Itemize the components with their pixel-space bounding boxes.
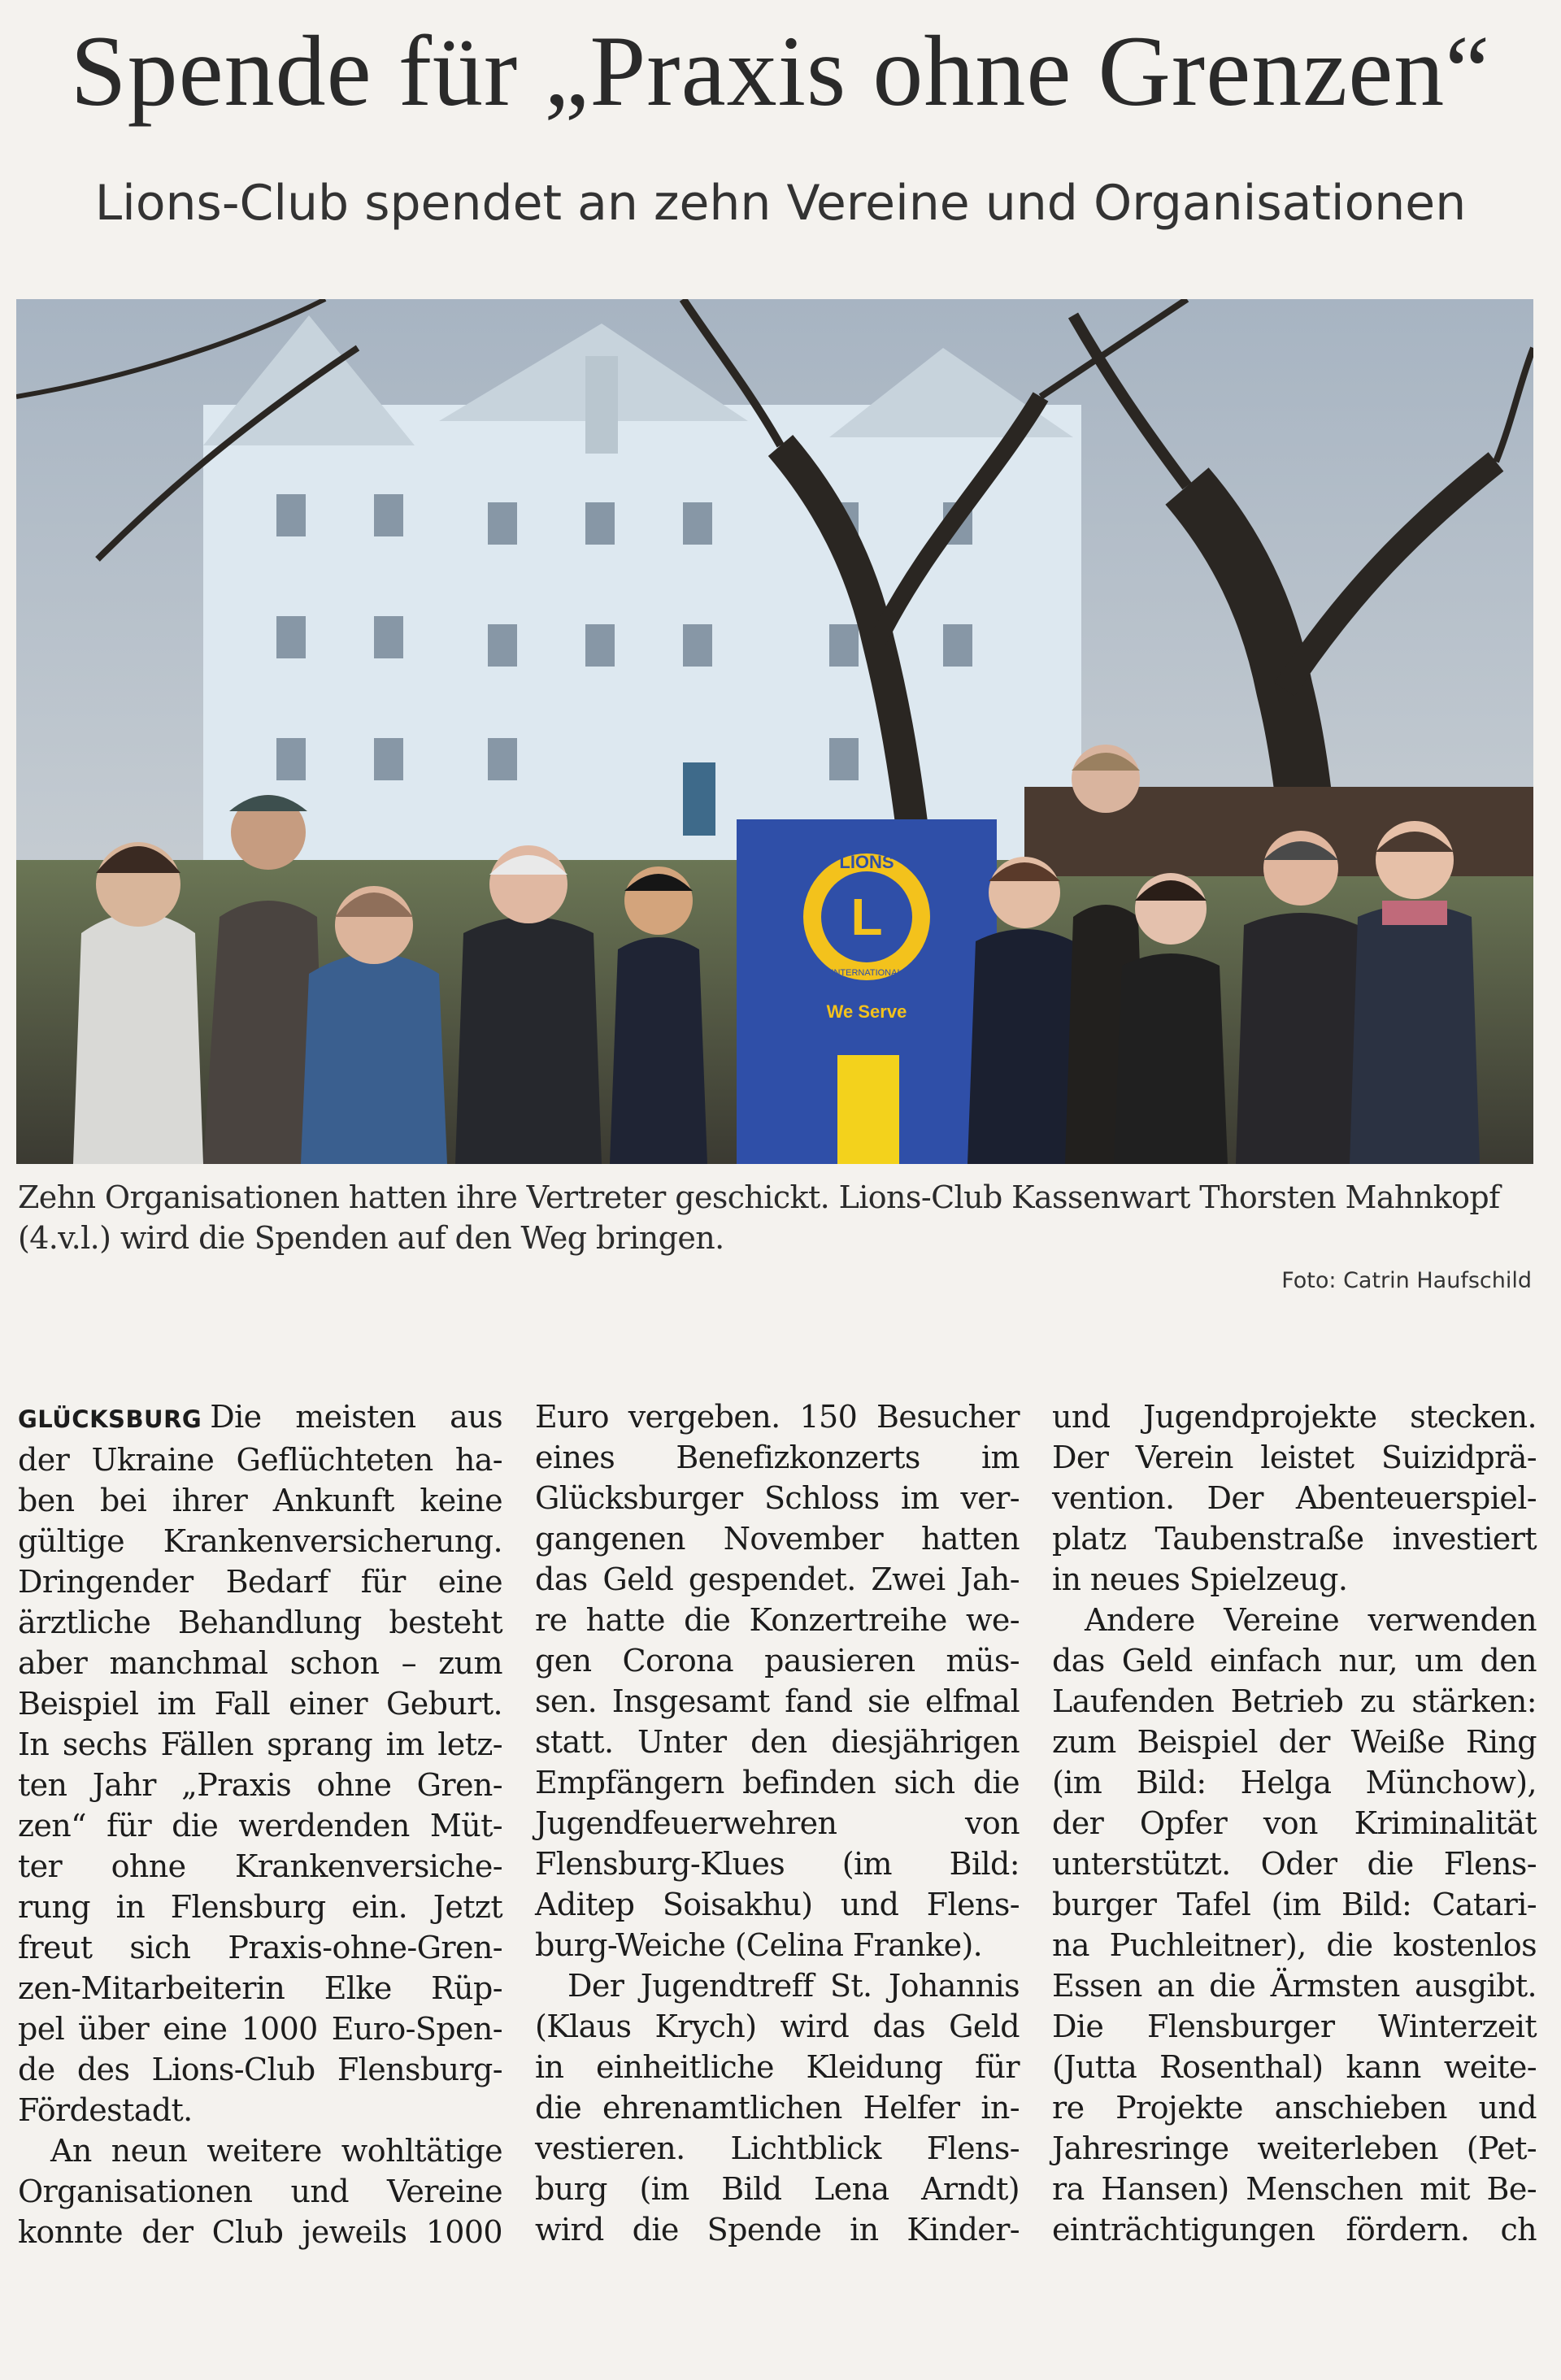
article-line: Der Verein leistet Suizidprä-: [1052, 1440, 1537, 1475]
article-line: Fördestadt.: [18, 2092, 193, 2128]
article-line: Empfängern befinden sich die: [535, 1765, 1020, 1800]
article-line: gültige Krankenversicherung.: [18, 1523, 502, 1559]
article-line: An neun weitere wohltätige: [50, 2133, 502, 2169]
subheadline: Lions-Club spendet an zehn Vereine und Organisationen: [94, 175, 1467, 232]
article-line: Andere Vereine verwenden: [1085, 1602, 1537, 1638]
article-line: das Geld gespendet. Zwei Jah-: [535, 1561, 1020, 1597]
article-line: (Klaus Krych) wird das Geld: [535, 2009, 1020, 2044]
article-line: in einheitliche Kleidung für: [535, 2049, 1020, 2085]
article-line: konnte der Club jeweils 1000: [18, 2214, 502, 2250]
castle: [203, 315, 1081, 860]
article-column-3: [1052, 1396, 1537, 2252]
article-line: der Opfer von Kriminalität: [1052, 1805, 1537, 1841]
article-line: Essen an die Ärmsten ausgibt.: [1052, 1968, 1537, 2004]
article-line: aber manchmal schon – zum: [18, 1645, 502, 1681]
article-line-text: Die meisten aus: [210, 1399, 502, 1435]
article-line: einträchtigungen fördern. ch: [1052, 2212, 1537, 2248]
photo-scene: [16, 299, 1533, 1164]
caption-line: (4.v.l.) wird die Spenden auf den Weg bringen.: [18, 1220, 724, 1256]
article-line: das Geld einfach nur, um den: [1052, 1643, 1537, 1679]
banner-letter: L: [850, 888, 883, 946]
article-line: Laufenden Betrieb zu stärken:: [1052, 1683, 1537, 1719]
article-line: vestieren. Lichtblick Flens-: [535, 2130, 1020, 2166]
article-line: ben bei ihrer Ankunft keine: [18, 1483, 502, 1518]
article-line: in neues Spielzeug.: [1052, 1561, 1348, 1597]
article-line: sen. Insgesamt fand sie elfmal: [535, 1683, 1020, 1719]
article-line: Der Jugendtreff St. Johannis: [567, 1968, 1020, 2004]
article-line: Euro vergeben. 150 Besucher: [535, 1399, 1020, 1435]
article-line: vention. Der Abenteuerspiel-: [1052, 1480, 1537, 1516]
lions-banner: [737, 819, 997, 1164]
article-line: platz Taubenstraße investiert: [1052, 1521, 1537, 1557]
article-line: pel über eine 1000 Euro-Spen-: [18, 2011, 502, 2047]
article-line: Glücksburger Schloss im ver-: [535, 1480, 1020, 1516]
article-line: de des Lions-Club Flensburg-: [18, 2052, 502, 2087]
article-line: re hatte die Konzertreihe we-: [535, 1602, 1020, 1638]
article-line: Die Flensburger Winterzeit: [1052, 2009, 1537, 2044]
article-body: [18, 1396, 1538, 2252]
article-line: burg (im Bild Lena Arndt): [535, 2171, 1020, 2207]
article-line: Flensburg-Klues (im Bild:: [535, 1846, 1020, 1882]
article-line: gen Corona pausieren müs-: [535, 1643, 1020, 1679]
article-line: [18, 1396, 502, 1440]
article-column-1: [18, 1396, 502, 2252]
article-line: die ehrenamtlichen Helfer in-: [535, 2090, 1020, 2126]
article-line: ra Hansen) Menschen mit Be-: [1052, 2171, 1537, 2207]
article-line: zum Beispiel der Weiße Ring: [1052, 1724, 1537, 1760]
article-line: In sechs Fällen sprang im letz-: [18, 1726, 502, 1762]
article-line: Dringender Bedarf für eine: [18, 1564, 502, 1600]
article-column-2: [535, 1396, 1020, 2252]
article-line: Jugendfeuerwehren von: [535, 1805, 1020, 1841]
banner-emblem-text: INTERNATIONAL: [831, 968, 902, 978]
article-line: der Ukraine Geflüchteten ha-: [18, 1442, 502, 1478]
article-line: na Puchleitner), die kostenlos: [1052, 1927, 1537, 1963]
banner-ring-text: LIONS: [839, 852, 894, 872]
article-line: Aditep Soisakhu) und Flens-: [535, 1887, 1020, 1922]
article-photo: [16, 299, 1533, 1164]
article-line: ter ohne Krankenversiche-: [18, 1848, 502, 1884]
article-line: ten Jahr „Praxis ohne Gren-: [18, 1767, 502, 1803]
article-line: statt. Unter den diesjährigen: [535, 1724, 1020, 1760]
banner-slogan: We Serve: [826, 1001, 907, 1022]
article-line: rung in Flensburg ein. Jetzt: [18, 1889, 502, 1925]
article-line: und Jugendprojekte stecken.: [1052, 1399, 1537, 1435]
article-line: (Jutta Rosenthal) kann weite-: [1052, 2049, 1537, 2085]
article-line: burger Tafel (im Bild: Catari-: [1052, 1887, 1537, 1922]
article-line: re Projekte anschieben und: [1052, 2090, 1537, 2126]
article-line: Jahresringe weiterleben (Pet-: [1052, 2130, 1537, 2166]
article-line: (im Bild: Helga Münchow),: [1052, 1765, 1537, 1800]
article-line: wird die Spende in Kinder-: [535, 2212, 1020, 2248]
article-line: Organisationen und Vereine: [18, 2174, 502, 2209]
article-line: Beispiel im Fall einer Geburt.: [18, 1686, 502, 1722]
article-line: freut sich Praxis-ohne-Gren-: [18, 1930, 502, 1965]
headline: Spende für „Praxis ohne Grenzen“: [70, 15, 1491, 127]
article-line: gangenen November hatten: [535, 1521, 1020, 1557]
article-line: burg-Weiche (Celina Franke).: [535, 1927, 983, 1963]
article-line: unterstützt. Oder die Flens-: [1052, 1846, 1537, 1882]
article-line: eines Benefizkonzerts im: [535, 1440, 1020, 1475]
caption-line: Zehn Organisationen hatten ihre Vertreter geschickt. Lions-Club Kassenwart Thorsten Mahnkopf: [18, 1179, 1500, 1215]
article-line: zen-Mitarbeiterin Elke Rüp-: [18, 1970, 502, 2006]
photo-credit: Foto: Catrin Haufschild: [1281, 1268, 1532, 1293]
article-line: zen“ für die werdenden Müt-: [18, 1808, 502, 1844]
article-line: ärztliche Behandlung besteht: [18, 1605, 502, 1640]
dateline: GLÜCKSBURG: [18, 1405, 202, 1433]
photo-caption: [18, 1177, 1532, 1258]
